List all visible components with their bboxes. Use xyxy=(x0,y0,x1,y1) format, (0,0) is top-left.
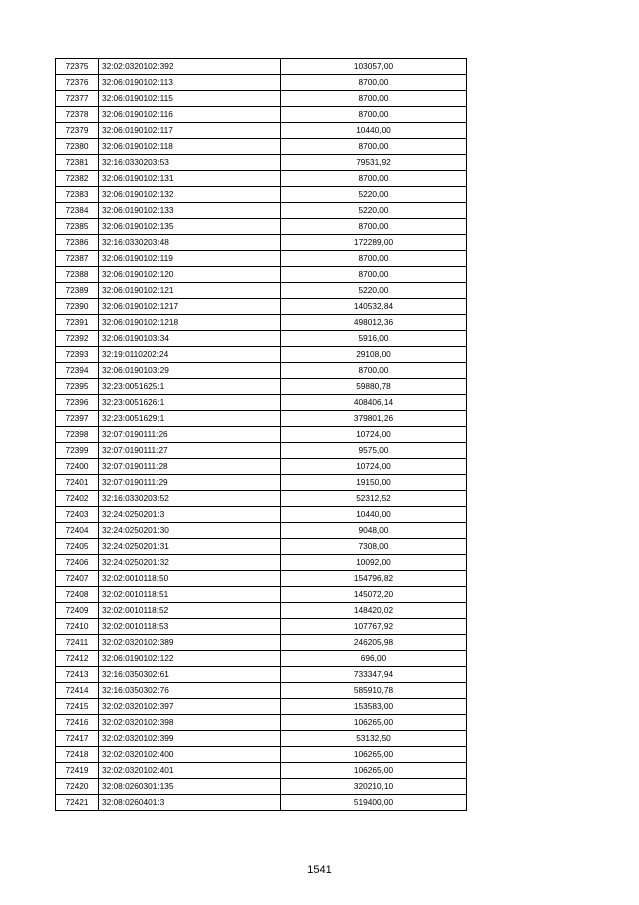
row-number-cell: 72416 xyxy=(56,715,99,731)
cadastral-value-cell: 408406,14 xyxy=(281,395,467,411)
table-row xyxy=(56,219,467,235)
table-row xyxy=(56,331,467,347)
table-row xyxy=(56,59,467,75)
cadastral-value-cell: 19150,00 xyxy=(281,475,467,491)
table-row xyxy=(56,635,467,651)
cadastral-value-cell: 148420,02 xyxy=(281,603,467,619)
row-number-cell: 72404 xyxy=(56,523,99,539)
cadastral-number-cell: 32:07:0190111:26 xyxy=(99,427,281,443)
row-number-cell: 72417 xyxy=(56,731,99,747)
table-row xyxy=(56,363,467,379)
cadastral-value-cell: 59880,78 xyxy=(281,379,467,395)
table-row xyxy=(56,123,467,139)
cadastral-value-cell: 10092,00 xyxy=(281,555,467,571)
cadastral-number-cell: 32:02:0320102:389 xyxy=(99,635,281,651)
table-row xyxy=(56,651,467,667)
cadastral-number-cell: 32:06:0190102:132 xyxy=(99,187,281,203)
cadastral-value-cell: 5220,00 xyxy=(281,283,467,299)
table-row xyxy=(56,171,467,187)
row-number-cell: 72412 xyxy=(56,651,99,667)
table-row xyxy=(56,539,467,555)
cadastral-value-cell: 8700,00 xyxy=(281,107,467,123)
cadastral-number-cell: 32:23:0051626:1 xyxy=(99,395,281,411)
table-row xyxy=(56,251,467,267)
row-number-cell: 72401 xyxy=(56,475,99,491)
row-number-cell: 72421 xyxy=(56,795,99,811)
row-number-cell: 72377 xyxy=(56,91,99,107)
cadastral-value-cell: 8700,00 xyxy=(281,75,467,91)
cadastral-number-cell: 32:06:0190102:118 xyxy=(99,139,281,155)
cadastral-number-cell: 32:06:0190102:1218 xyxy=(99,315,281,331)
table-row xyxy=(56,267,467,283)
cadastral-value-cell: 9575,00 xyxy=(281,443,467,459)
cadastral-value-cell: 52312,52 xyxy=(281,491,467,507)
cadastral-number-cell: 32:24:0250201:30 xyxy=(99,523,281,539)
table-row xyxy=(56,443,467,459)
row-number-cell: 72396 xyxy=(56,395,99,411)
table-row xyxy=(56,731,467,747)
cadastral-number-cell: 32:06:0190102:133 xyxy=(99,203,281,219)
table-row xyxy=(56,283,467,299)
cadastral-number-cell: 32:07:0190111:28 xyxy=(99,459,281,475)
cadastral-number-cell: 32:02:0320102:397 xyxy=(99,699,281,715)
table-row xyxy=(56,619,467,635)
table-row xyxy=(56,603,467,619)
row-number-cell: 72406 xyxy=(56,555,99,571)
cadastral-value-cell: 8700,00 xyxy=(281,267,467,283)
cadastral-number-cell: 32:08:0260301:135 xyxy=(99,779,281,795)
cadastral-number-cell: 32:02:0010118:50 xyxy=(99,571,281,587)
table-row xyxy=(56,555,467,571)
cadastral-number-cell: 32:23:0051629:1 xyxy=(99,411,281,427)
row-number-cell: 72413 xyxy=(56,667,99,683)
cadastral-number-cell: 32:02:0320102:400 xyxy=(99,747,281,763)
table-row xyxy=(56,795,467,811)
row-number-cell: 72375 xyxy=(56,59,99,75)
cadastral-value-cell: 5220,00 xyxy=(281,203,467,219)
cadastral-number-cell: 32:06:0190102:115 xyxy=(99,91,281,107)
cadastral-number-cell: 32:16:0330203:48 xyxy=(99,235,281,251)
cadastral-number-cell: 32:06:0190103:29 xyxy=(99,363,281,379)
cadastral-number-cell: 32:02:0320102:399 xyxy=(99,731,281,747)
cadastral-value-cell: 79531,92 xyxy=(281,155,467,171)
table-row xyxy=(56,235,467,251)
cadastral-value-cell: 140532,84 xyxy=(281,299,467,315)
row-number-cell: 72389 xyxy=(56,283,99,299)
cadastral-value-cell: 9048,00 xyxy=(281,523,467,539)
cadastral-value-cell: 53132,50 xyxy=(281,731,467,747)
cadastral-value-cell: 145072,20 xyxy=(281,587,467,603)
row-number-cell: 72408 xyxy=(56,587,99,603)
cadastral-value-table xyxy=(55,58,467,811)
cadastral-number-cell: 32:24:0250201:3 xyxy=(99,507,281,523)
cadastral-number-cell: 32:16:0330203:52 xyxy=(99,491,281,507)
cadastral-number-cell: 32:02:0010118:52 xyxy=(99,603,281,619)
row-number-cell: 72394 xyxy=(56,363,99,379)
cadastral-number-cell: 32:06:0190102:117 xyxy=(99,123,281,139)
cadastral-value-cell: 103057,00 xyxy=(281,59,467,75)
table-row xyxy=(56,587,467,603)
cadastral-value-cell: 320210,10 xyxy=(281,779,467,795)
row-number-cell: 72411 xyxy=(56,635,99,651)
cadastral-value-cell: 696,00 xyxy=(281,651,467,667)
row-number-cell: 72379 xyxy=(56,123,99,139)
cadastral-number-cell: 32:19:0110202:24 xyxy=(99,347,281,363)
cadastral-value-cell: 107767,92 xyxy=(281,619,467,635)
table-row xyxy=(56,299,467,315)
cadastral-number-cell: 32:07:0190111:29 xyxy=(99,475,281,491)
cadastral-value-cell: 29108,00 xyxy=(281,347,467,363)
table-body xyxy=(56,59,467,811)
cadastral-number-cell: 32:06:0190102:122 xyxy=(99,651,281,667)
cadastral-value-cell: 7308,00 xyxy=(281,539,467,555)
table-row xyxy=(56,763,467,779)
table-row xyxy=(56,683,467,699)
cadastral-value-cell: 153583,00 xyxy=(281,699,467,715)
row-number-cell: 72390 xyxy=(56,299,99,315)
row-number-cell: 72410 xyxy=(56,619,99,635)
table-row xyxy=(56,203,467,219)
cadastral-number-cell: 32:06:0190102:121 xyxy=(99,283,281,299)
cadastral-value-cell: 498012,36 xyxy=(281,315,467,331)
row-number-cell: 72398 xyxy=(56,427,99,443)
cadastral-number-cell: 32:06:0190103:34 xyxy=(99,331,281,347)
cadastral-value-cell: 246205,98 xyxy=(281,635,467,651)
table-row xyxy=(56,779,467,795)
cadastral-value-cell: 585910,78 xyxy=(281,683,467,699)
table-row xyxy=(56,747,467,763)
row-number-cell: 72415 xyxy=(56,699,99,715)
row-number-cell: 72418 xyxy=(56,747,99,763)
table-row xyxy=(56,715,467,731)
cadastral-number-cell: 32:24:0250201:31 xyxy=(99,539,281,555)
table-row xyxy=(56,139,467,155)
row-number-cell: 72382 xyxy=(56,171,99,187)
cadastral-value-cell: 8700,00 xyxy=(281,219,467,235)
page-number: 1541 xyxy=(307,864,332,876)
table-row xyxy=(56,491,467,507)
table-row xyxy=(56,507,467,523)
table-row xyxy=(56,315,467,331)
cadastral-value-cell: 154796,82 xyxy=(281,571,467,587)
cadastral-value-cell: 106265,00 xyxy=(281,763,467,779)
row-number-cell: 72414 xyxy=(56,683,99,699)
cadastral-value-cell: 106265,00 xyxy=(281,747,467,763)
table-row xyxy=(56,411,467,427)
cadastral-value-cell: 8700,00 xyxy=(281,251,467,267)
cadastral-number-cell: 32:06:0190102:120 xyxy=(99,267,281,283)
table-row xyxy=(56,571,467,587)
table-row xyxy=(56,395,467,411)
cadastral-value-cell: 379801,26 xyxy=(281,411,467,427)
cadastral-number-cell: 32:06:0190102:119 xyxy=(99,251,281,267)
row-number-cell: 72405 xyxy=(56,539,99,555)
cadastral-number-cell: 32:16:0350302:61 xyxy=(99,667,281,683)
cadastral-value-cell: 8700,00 xyxy=(281,363,467,379)
cadastral-value-cell: 5916,00 xyxy=(281,331,467,347)
row-number-cell: 72399 xyxy=(56,443,99,459)
row-number-cell: 72380 xyxy=(56,139,99,155)
row-number-cell: 72385 xyxy=(56,219,99,235)
cadastral-number-cell: 32:16:0330203:53 xyxy=(99,155,281,171)
table-row xyxy=(56,155,467,171)
cadastral-value-cell: 10440,00 xyxy=(281,123,467,139)
cadastral-number-cell: 32:24:0250201:32 xyxy=(99,555,281,571)
table-row xyxy=(56,379,467,395)
row-number-cell: 72397 xyxy=(56,411,99,427)
row-number-cell: 72384 xyxy=(56,203,99,219)
row-number-cell: 72386 xyxy=(56,235,99,251)
table-row xyxy=(56,667,467,683)
table-row xyxy=(56,91,467,107)
cadastral-number-cell: 32:16:0350302:76 xyxy=(99,683,281,699)
row-number-cell: 72381 xyxy=(56,155,99,171)
row-number-cell: 72407 xyxy=(56,571,99,587)
row-number-cell: 72391 xyxy=(56,315,99,331)
cadastral-value-cell: 8700,00 xyxy=(281,91,467,107)
cadastral-number-cell: 32:06:0190102:116 xyxy=(99,107,281,123)
row-number-cell: 72419 xyxy=(56,763,99,779)
cadastral-number-cell: 32:23:0051625:1 xyxy=(99,379,281,395)
row-number-cell: 72420 xyxy=(56,779,99,795)
table-row xyxy=(56,699,467,715)
cadastral-value-cell: 10440,00 xyxy=(281,507,467,523)
table-row xyxy=(56,75,467,91)
cadastral-number-cell: 32:02:0320102:398 xyxy=(99,715,281,731)
table-row xyxy=(56,107,467,123)
row-number-cell: 72403 xyxy=(56,507,99,523)
row-number-cell: 72387 xyxy=(56,251,99,267)
cadastral-number-cell: 32:02:0320102:392 xyxy=(99,59,281,75)
row-number-cell: 72395 xyxy=(56,379,99,395)
row-number-cell: 72400 xyxy=(56,459,99,475)
cadastral-value-cell: 519400,00 xyxy=(281,795,467,811)
cadastral-number-cell: 32:07:0190111:27 xyxy=(99,443,281,459)
cadastral-number-cell: 32:06:0190102:113 xyxy=(99,75,281,91)
row-number-cell: 72392 xyxy=(56,331,99,347)
table-row xyxy=(56,475,467,491)
cadastral-number-cell: 32:08:0260401:3 xyxy=(99,795,281,811)
cadastral-number-cell: 32:02:0010118:53 xyxy=(99,619,281,635)
table-row xyxy=(56,459,467,475)
cadastral-number-cell: 32:06:0190102:1217 xyxy=(99,299,281,315)
table-row xyxy=(56,347,467,363)
table-row xyxy=(56,427,467,443)
row-number-cell: 72383 xyxy=(56,187,99,203)
cadastral-number-cell: 32:02:0010118:51 xyxy=(99,587,281,603)
cadastral-value-cell: 10724,00 xyxy=(281,427,467,443)
table-row xyxy=(56,187,467,203)
row-number-cell: 72409 xyxy=(56,603,99,619)
table-row xyxy=(56,523,467,539)
cadastral-value-cell: 10724,00 xyxy=(281,459,467,475)
cadastral-number-cell: 32:06:0190102:131 xyxy=(99,171,281,187)
cadastral-value-cell: 172289,00 xyxy=(281,235,467,251)
row-number-cell: 72402 xyxy=(56,491,99,507)
row-number-cell: 72393 xyxy=(56,347,99,363)
cadastral-number-cell: 32:02:0320102:401 xyxy=(99,763,281,779)
cadastral-value-cell: 8700,00 xyxy=(281,139,467,155)
cadastral-value-cell: 8700,00 xyxy=(281,171,467,187)
cadastral-number-cell: 32:06:0190102:135 xyxy=(99,219,281,235)
row-number-cell: 72388 xyxy=(56,267,99,283)
cadastral-value-cell: 5220,00 xyxy=(281,187,467,203)
row-number-cell: 72378 xyxy=(56,107,99,123)
cadastral-value-cell: 106265,00 xyxy=(281,715,467,731)
row-number-cell: 72376 xyxy=(56,75,99,91)
cadastral-value-cell: 733347,94 xyxy=(281,667,467,683)
